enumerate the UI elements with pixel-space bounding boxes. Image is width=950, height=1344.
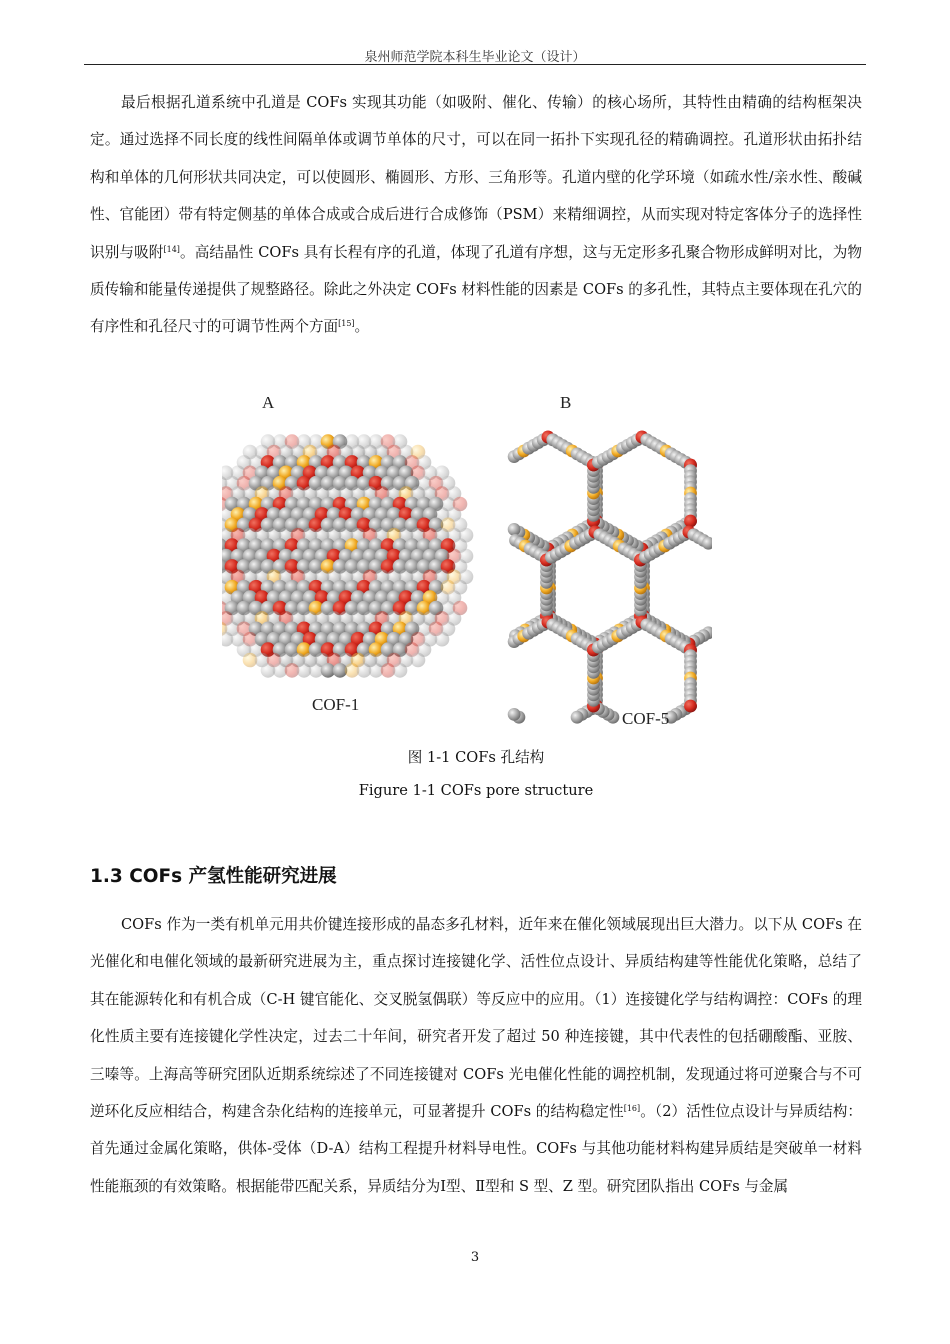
figure-caption-en: Figure 1-1 COFs pore structure <box>358 782 594 799</box>
framework-atom <box>508 523 521 536</box>
paragraph-1-text-a: 最后根据孔道系统中孔道是 COFs 实现其功能（如吸附、催化、传输）的核心场所，其特性由精确的结构框架决定。通过选择不同长度的线性间隔单体或调节单体的尺寸，可以在同一拓扑下实现孔径的精确调控。孔道形状由拓扑结构和单体的几何形状共同决定，可以使圆形、椭圆形、方形、三角形等。孔道内壁的化学环境（如疏水性/亲水性、酸碱性、官能团）带有特定侧基的单体合成或合成后进行合成修饰（PSM）来精细调控，从而实现对特定客体分子的选择性识别与吸附 <box>90 94 862 261</box>
paragraph-hydrogen-progress <box>90 906 862 1205</box>
panel-b-caption: COF-5 <box>622 709 670 728</box>
paragraph-2-text-b: 。（2）活性位点设计与异质结构：首先通过金属化策略，供体-受体（D-A）结构工程提升材料导电性。COFs 与其他功能材料构建异质结是突破单一材料性能瓶颈的有效策略。根据能带匹配关系，异质结分为Ⅰ型、Ⅱ型和 S 型、Z 型。研究团队指出 COFs 与金属 <box>90 1103 862 1195</box>
paragraph-2-text-a: COFs 作为一类有机单元用共价键连接形成的晶态多孔材料，近年来在催化领域展现出巨大潜力。以下从 COFs 在光催化和电催化领域的最新研究进展为主，重点探讨连接键化学、活性位点设计、异质结构建等性能优化策略，总结了其在能源转化和有机合成（C-H 键官能化、交叉脱氢偶联）等反应中的应用。（1）连接键化学与结构调控：COFs 的理化性质主要有连接键化学性决定，过去二十年间，研究者开发了超过 50 种连接键，其中代表性的包括硼酸酯、亚胺、三嗪等。上海高等研究团队近期系统综述了不同连接键对 COFs 光电催化性能的调控机制，发现通过将可逆聚合与不可逆环化反应相结合，构建含杂化结构的连接单元，可显著提升 COFs 的结构稳定性 <box>90 916 862 1121</box>
page-number: 3 <box>470 1250 480 1265</box>
framework-atom <box>508 708 521 721</box>
citation-14[interactable]: [14] <box>163 244 180 254</box>
cof-1-structure <box>222 434 473 677</box>
atom-sphere <box>411 653 426 668</box>
cof-5-structure <box>508 431 712 724</box>
paragraph-1-text-b: 。高结晶性 COFs 具有长程有序的孔道，体现了孔道有序想，这与无定形多孔聚合物形成鲜明对比，为物质传输和能量传递提供了规整路径。除此之外决定 COFs 材料性能的因素是 COFs 的多孔性，其特点主要体现在孔穴的有序性和孔径尺寸的可调节性两个方面 <box>90 243 862 336</box>
framework-atom <box>684 515 697 528</box>
figure-cof-pore-structure <box>222 388 712 733</box>
framework-atom <box>571 711 584 724</box>
figure-caption-zh: 图 1-1 COFs 孔结构 <box>407 749 545 766</box>
panel-a-label: A <box>262 393 275 412</box>
panel-a-caption: COF-1 <box>312 695 360 714</box>
atom-sphere <box>435 632 450 647</box>
running-header: 泉州师范学院本科生毕业论文（设计） <box>364 50 586 65</box>
header-rule <box>84 64 866 65</box>
atom-sphere <box>393 663 408 678</box>
framework-atom <box>684 700 697 713</box>
citation-15[interactable]: [15] <box>338 319 355 329</box>
paragraph-pore-system <box>90 84 862 346</box>
panel-b-label: B <box>560 393 572 412</box>
figure-illustration <box>222 388 712 733</box>
paragraph-1-text-c: 。 <box>354 318 370 336</box>
section-heading: 1.3 COFs 产氢性能研究进展 <box>90 866 337 887</box>
citation-16[interactable]: [16] <box>623 1104 641 1114</box>
